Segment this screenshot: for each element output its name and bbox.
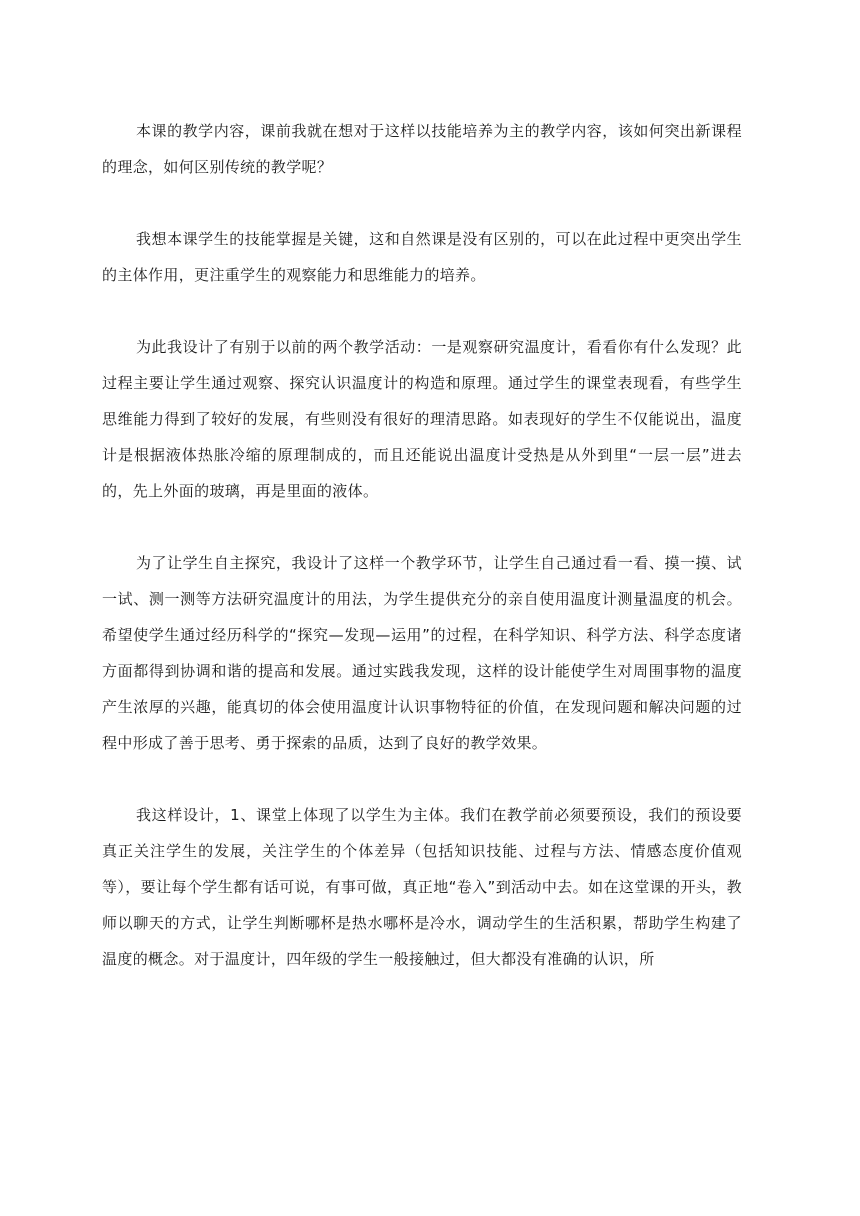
- paragraph-1: 本课的教学内容，课前我就在想对于这样以技能培养为主的教学内容，该如何突出新课程的理念，如何区别传统的教学呢？: [102, 122, 742, 176]
- document-body: [102, 113, 742, 977]
- paragraph-2: 我想本课学生的技能掌握是关键，这和自然课是没有区别的，可以在此过程中更突出学生的主体作用，更注重学生的观察能力和思维能力的培养。: [102, 230, 742, 284]
- paragraph-4: 为了让学生自主探究，我设计了这样一个教学环节，让学生自己通过看一看、摸一摸、试一试、测一测等方法研究温度计的用法，为学生提供充分的亲自使用温度计测量温度的机会。希望使学生通过经历科学的“探究—发现—运用”的过程，在科学知识、科学方法、科学态度诸方面都得到协调和谐的提高和发展。通过实践我发现，这样的设计能使学生对周围事物的温度产生浓厚的兴趣，能真切的体会使用温度计认识事物特征的价值，在发现问题和解决问题的过程中形成了善于思考、勇于探索的品质，达到了良好的教学效果。: [102, 554, 742, 752]
- paragraph-5: 我这样设计，1、课堂上体现了以学生为主体。我们在教学前必须要预设，我们的预设要真正关注学生的发展，关注学生的个体差异（包括知识技能、过程与方法、情感态度价值观等），要让每个学生都有话可说，有事可做，真正地“卷入”到活动中去。如在这堂课的开头，教师以聊天的方式，让学生判断哪杯是热水哪杯是冷水，调动学生的生活积累，帮助学生构建了温度的概念。对于温度计，四年级的学生一般接触过，但大都没有准确的认识，所: [102, 806, 742, 968]
- paragraph-3: 为此我设计了有别于以前的两个教学活动：一是观察研究温度计，看看你有什么发现？此过程主要让学生通过观察、探究认识温度计的构造和原理。通过学生的课堂表现看，有些学生思维能力得到了较好的发展，有些则没有很好的理清思路。如表现好的学生不仅能说出，温度计是根据液体热胀冷缩的原理制成的，而且还能说出温度计受热是从外到里“一层一层”进去的，先上外面的玻璃，再是里面的液体。: [102, 338, 742, 500]
